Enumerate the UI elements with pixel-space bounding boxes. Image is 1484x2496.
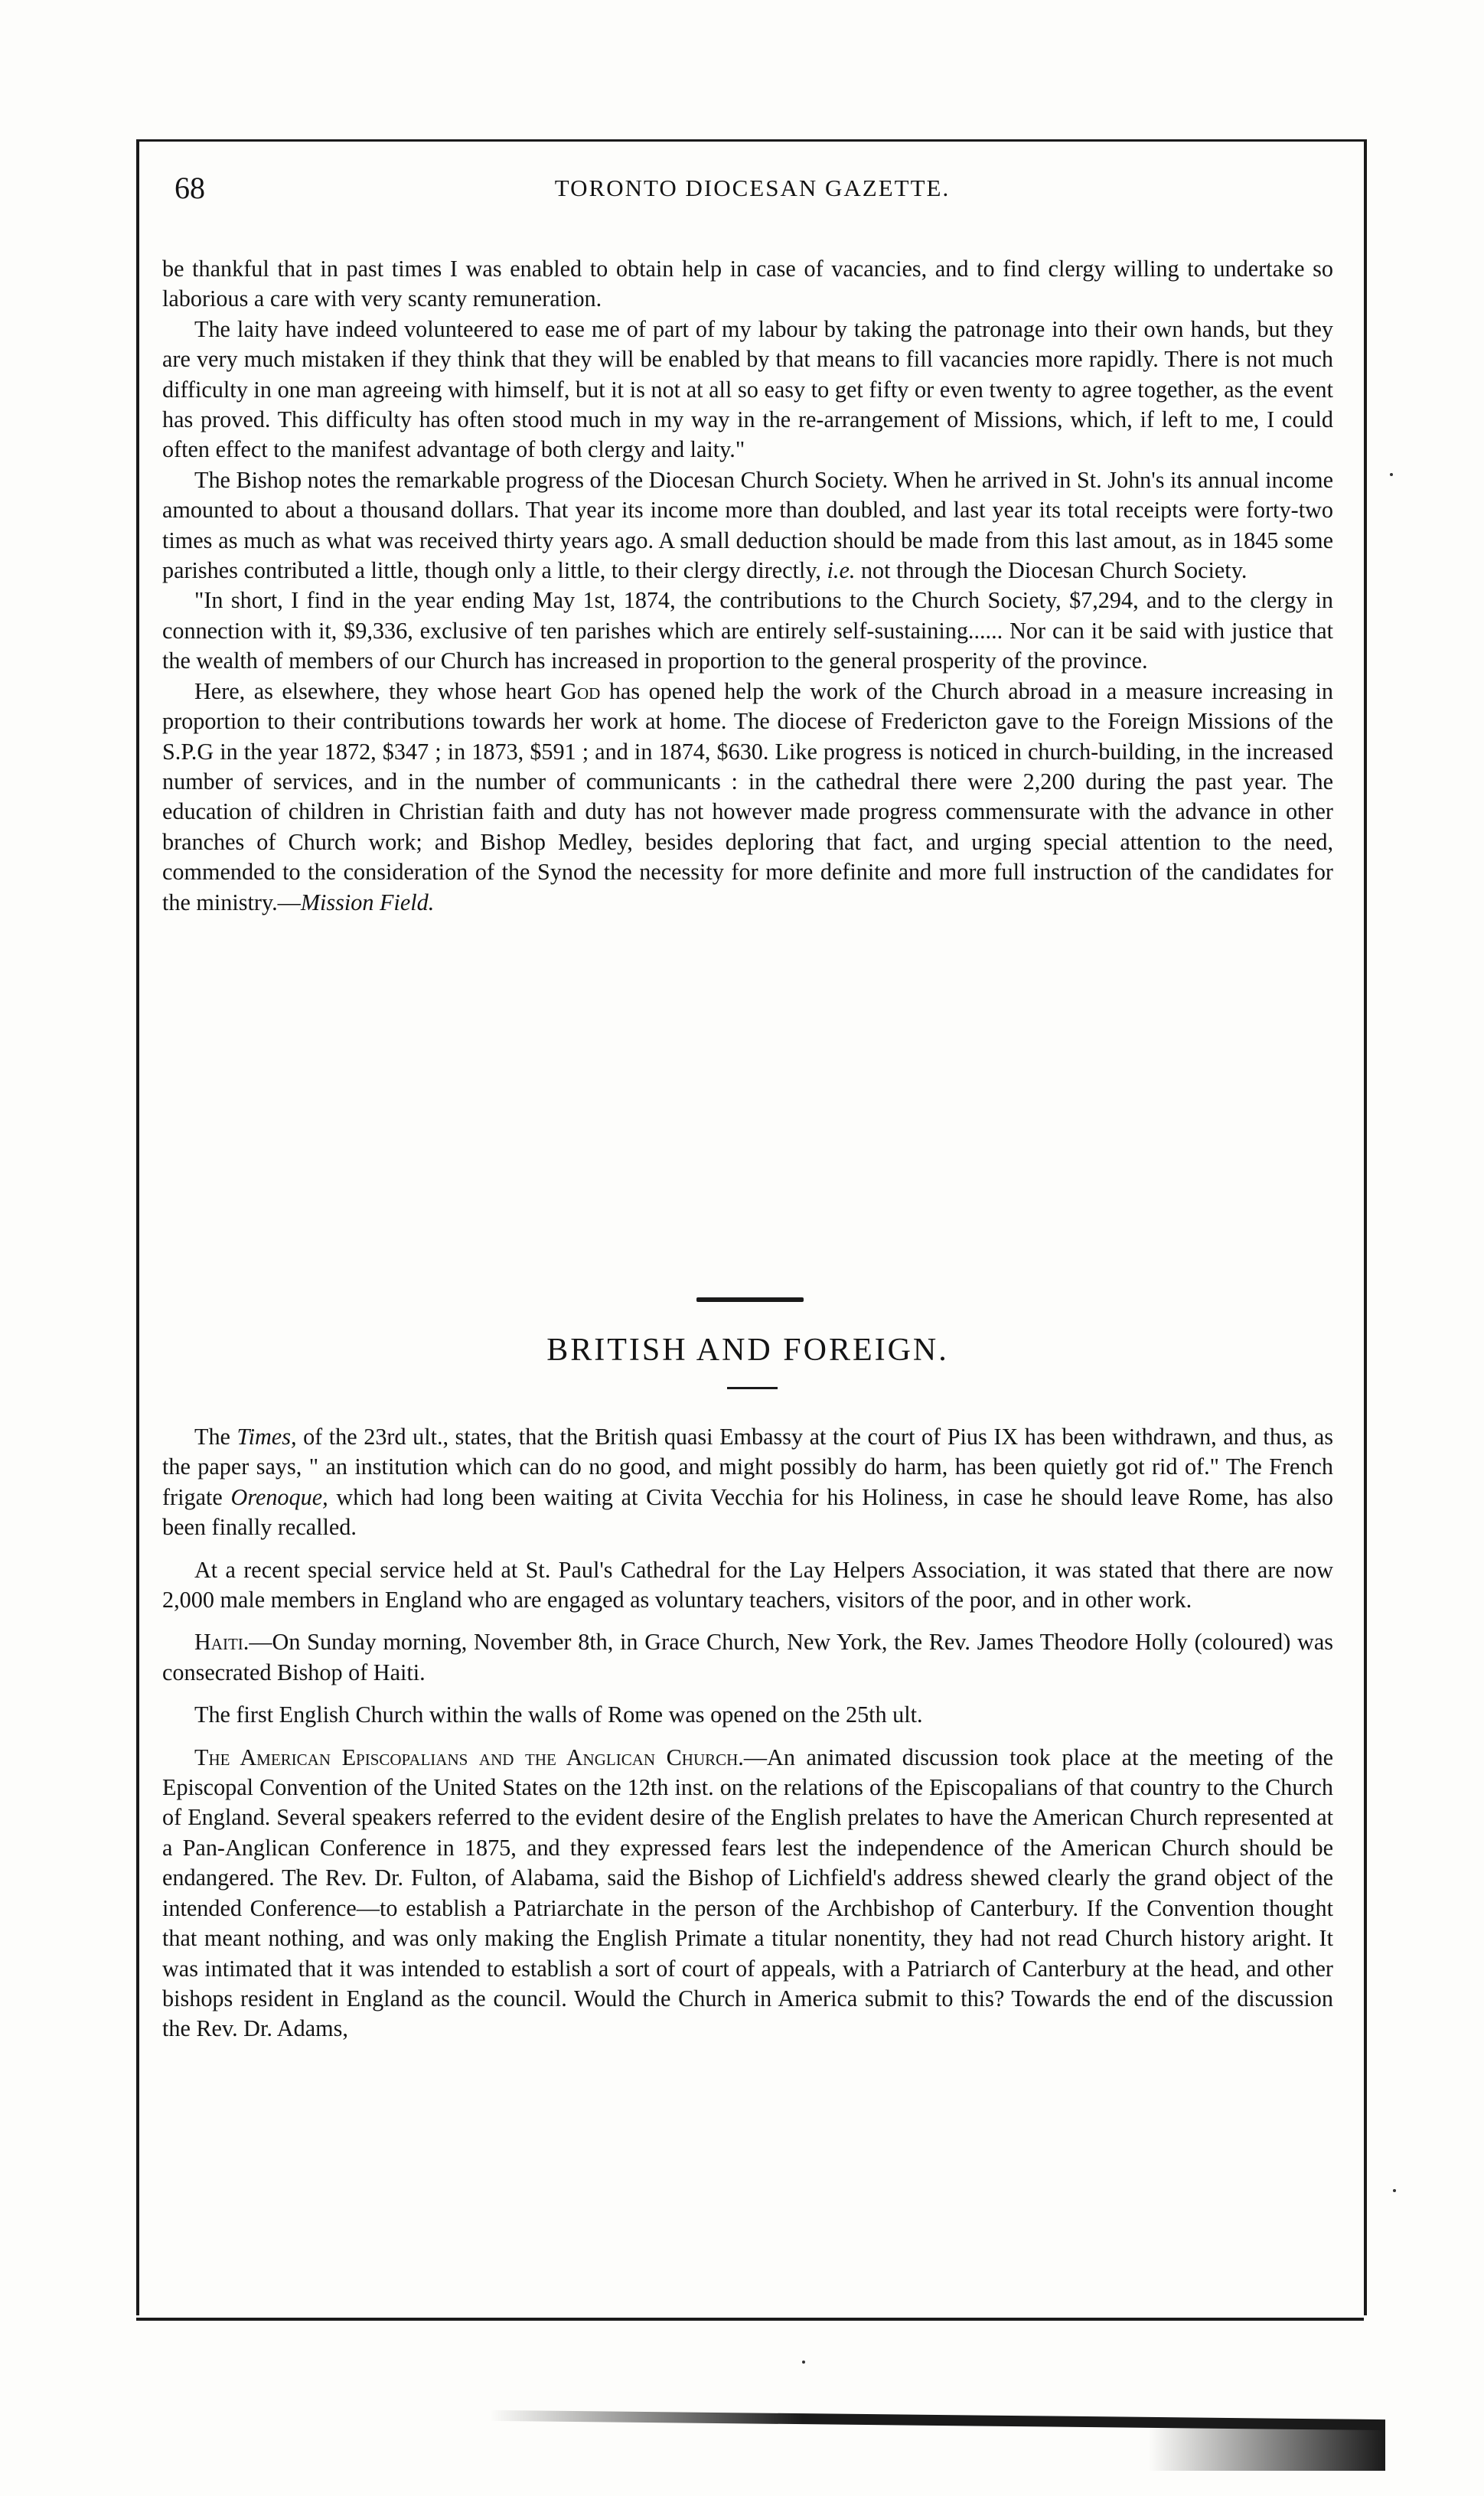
section-divider-ornament	[696, 1296, 811, 1303]
article-british-and-foreign	[162, 1422, 1333, 2044]
source-citation: Mission Field.	[300, 889, 435, 915]
margin-speck	[1393, 2189, 1396, 2192]
paragraph-text: The Bishop notes the remarkable progress of the Diocesan Church Society. When he arrived in St. John's its annual income amounted to about a thousand dollars. That year its income more than doubled, and last year its total receipts were forty-two times as much as what was received thirty years ago. A small deduction should be made from this last amout, as in 1845 some parishes contributed a little, though only a little, to their clergy directly,	[162, 466, 1333, 584]
italic-newspaper-title: Times,	[236, 1424, 297, 1450]
margin-speck	[1390, 473, 1393, 476]
paragraph: "In short, I find in the year ending May 1st, 1874, the contributions to the Church Society, $7,294, and to the clergy in connection with it, $9,336, exclusive of ten parishes which are entirely self-sustaining...... Nor can it be said with justice that the wealth of members of our Church has increased in proportion to the general prosperity of the province.	[162, 587, 1333, 674]
paragraph-text: has opened help the work of the Church abroad in a measure increasing in proportion to their contributions towards her work at home. The diocese of Fredericton gave to the Foreign Missions of the S.P.G in the year 1872, $347 ; in 1873, $591 ; and in 1874, $630. Like progress is noticed in church-building, in the increased number of services, and in the number of communicants : in the cathedral there were 2,200 during the past year. The education of children in Christian faith and duty has not however made progress commensurate with the advance in other branches of Church work; and Bishop Medley, besides deploring that fact, and urging special attention to the need, commended to the consideration of the Synod the necessity for more definite and more full instruction of the candidates for the ministry.—	[162, 677, 1333, 915]
page-number: 68	[174, 171, 205, 205]
paragraph	[162, 1743, 1333, 2044]
paragraph-text: Here, as elsewhere, they whose heart	[194, 677, 552, 704]
frame-bottom-rule	[136, 2318, 1364, 2321]
paragraph-text: not through the Diocesan Church Society.	[860, 557, 1248, 584]
paragraph-text: —On Sunday morning, November 8th, in Grace Church, New York, the Rev. James Theodore Holly (coloured) was consecrated Bishop of Haiti.	[162, 1629, 1333, 1685]
paragraph: The laity have indeed volunteered to ease me of part of my labour by taking the patronage into their own hands, but they are very much mistaken if they think that they will be enabled by that means to fill vacancies more rapidly. There is not much difficulty in one man agreeing with himself, but it is not at all so easy to get fifty or even twenty to agree together, as the event has proved. This difficulty has often stood much in my way in the re-arrangement of Missions, which, if left to me, I could often effect to the manifest advantage of both clergy and laity."	[162, 315, 1333, 463]
paragraph	[162, 1627, 1333, 1688]
small-caps-word: God	[560, 677, 601, 704]
margin-speck	[802, 2361, 805, 2364]
paragraph: The first English Church within the walls of Rome was opened on the 25th ult.	[194, 1702, 923, 1728]
section-title: BRITISH AND FOREIGN.	[546, 1333, 949, 1368]
paragraph-text: —An animated discussion took place at the meeting of the Episcopal Convention of the United States on the 12th inst. on the relations of the Episcopalians of that country to the Church of England. Several speakers referred to the evident desire of the English prelates to have the American Church represented at a Pan-Anglican Conference in 1875, and they expressed fears lest the independence of the American Church should be endangered. The Rev. Dr. Fulton, of Alabama, said the Bishop of Lichfield's address shewed clearly the grand object of the intended Conference—to establish a Patriarchate in the person of the Archbishop of Canterbury. If the Convention thought that meant nothing, and was only making the English Primate a titular nonentity, they had not read Church history aright. It was intimated that it was intended to establish a sort of court of appeals, with a Patriarch of Canterbury at the head, and other bishops resident in England as the council. Would the Church in America submit to this? Towards the end of the discussion the Rev. Dr. Adams,	[162, 1744, 1334, 2042]
paragraph: be thankful that in past times I was enabled to obtain help in case of vacancies, and to find clergy willing to undertake so laborious a care with very scanty remuneration.	[162, 256, 1333, 312]
paragraph-text: which had long been waiting at Civita Vecchia for his Holiness, in case he should leave Rome, has also been finally recalled.	[162, 1483, 1333, 1541]
paragraph-text: of the 23rd ult., states, that the British quasi Embassy at the court of Pius IX has been withdrawn, and thus, as the paper says, " an institution which can do no good, and might possibly do harm, has been quietly got rid of." The French frigate	[162, 1424, 1334, 1510]
paragraph-heading: The American Episcopalians and the Anglican Church.	[194, 1744, 744, 1770]
paragraph: At a recent special service held at St. Paul's Cathedral for the Lay Helpers Association, it was stated that there are now 2,000 male members in England who are engaged as voluntary teachers, visitors of the poor, and in other work.	[162, 1556, 1333, 1613]
scan-edge-shadow	[1148, 2425, 1385, 2471]
paragraph	[162, 465, 1333, 586]
italic-ship-name: Orenoque,	[230, 1483, 328, 1510]
article-diocesan-church-society	[162, 254, 1333, 918]
page-header	[174, 170, 1330, 216]
paragraph-heading: Haiti.	[194, 1629, 250, 1656]
paragraph	[162, 1422, 1333, 1543]
paragraph-text: The	[194, 1424, 230, 1450]
title-rule	[727, 1387, 778, 1389]
running-head: TORONTO DIOCESAN GAZETTE.	[554, 175, 951, 201]
italic-abbrev: i.e.	[827, 557, 856, 584]
paragraph	[162, 677, 1333, 918]
